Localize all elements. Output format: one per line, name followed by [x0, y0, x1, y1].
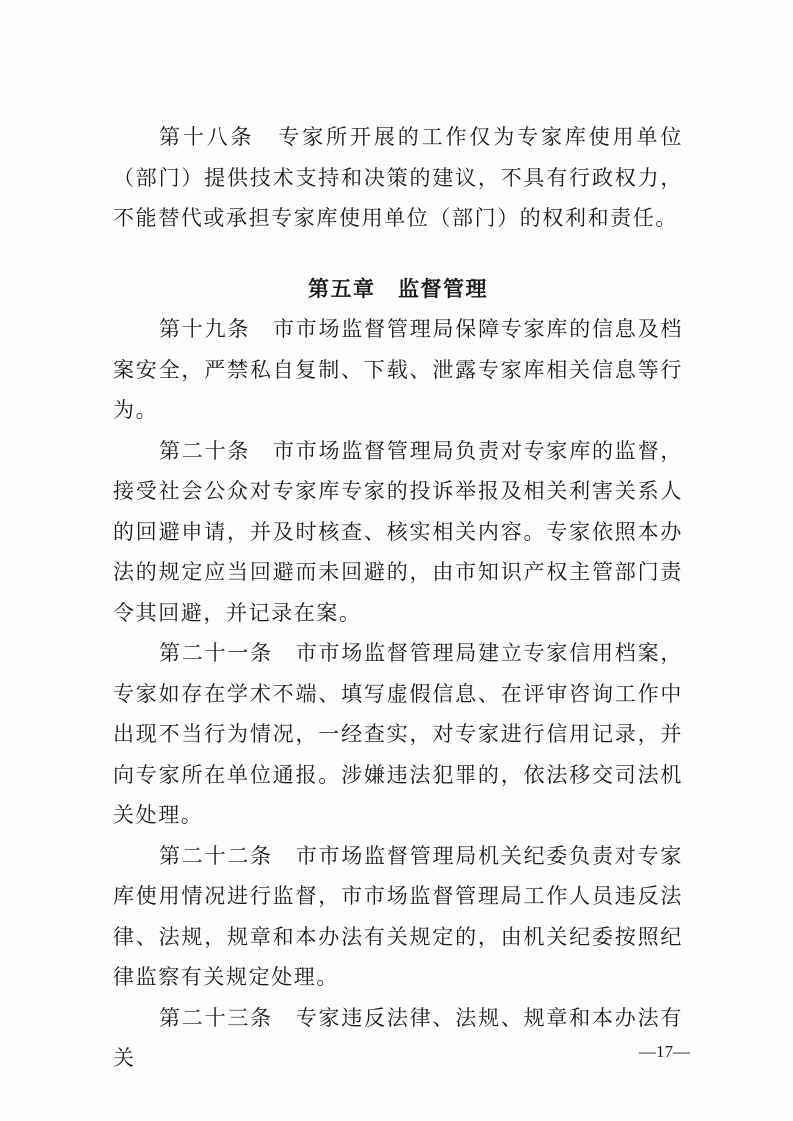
article-21-paragraph: 第二十一条 市市场监督管理局建立专家信用档案，专家如存在学术不端、填写虚假信息、在评审咨询工作中出现不当行为情况，一经查实，对专家进行信用记录，并向专家所在单位通报。涉嫌违法犯罪的，依法移交司法机关处理。 — [113, 641, 683, 827]
article-23-paragraph: 第二十三条 专家违反法律、法规、规章和本办法有关 — [113, 1005, 683, 1070]
article-20-paragraph: 第二十条 市市场监督管理局负责对专家库的监督，接受社会公众对专家库专家的投诉举报及相关利害关系人的回避申请，并及时核查、核实相关内容。专家依照本办法的规定应当回避而未回避的，由市知识产权主管部门责令其回避，并记录在案。 — [113, 438, 683, 625]
article-19-paragraph: 第十九条 市市场监督管理局保障专家库的信息及档案安全，严禁私自复制、下载、泄露专家库相关信息等行为。 — [113, 317, 683, 422]
page-number: —17— — [639, 1042, 690, 1061]
article-22-paragraph: 第二十二条 市市场监督管理局机关纪委负责对专家库使用情况进行监督，市市场监督管理局工作人员违反法律、法规，规章和本办法有关规定的，由机关纪委按照纪律监察有关规定处理。 — [113, 843, 683, 989]
chapter-title: 第五章 监督管理 — [308, 276, 488, 301]
document-body — [113, 117, 683, 1079]
chapter-spacing — [113, 239, 683, 269]
article-18-paragraph: 第十八条 专家所开展的工作仅为专家库使用单位（部门）提供技术支持和决策的建议，不具有行政权力，不能替代或承担专家库使用单位（部门）的权利和责任。 — [113, 125, 683, 230]
